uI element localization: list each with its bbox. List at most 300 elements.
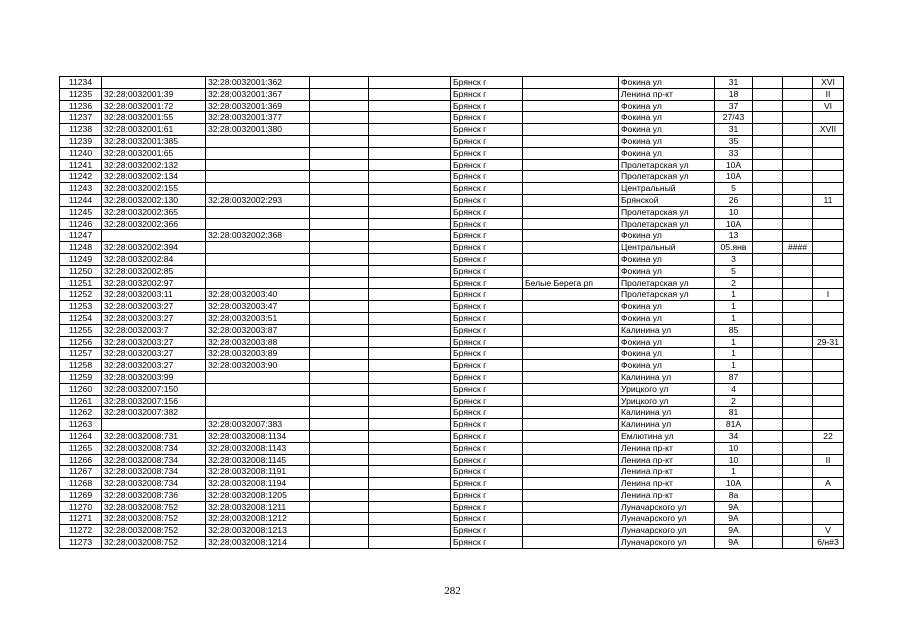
cell-building bbox=[783, 194, 813, 206]
cell-empty-col-5 bbox=[369, 537, 451, 549]
table-row bbox=[60, 501, 844, 513]
cell-empty-col-10 bbox=[753, 312, 783, 324]
cell-settlement bbox=[523, 100, 619, 112]
cell-empty-col-4 bbox=[310, 419, 369, 431]
cell-building bbox=[783, 336, 813, 348]
cell-street: Фокина ул bbox=[619, 124, 715, 136]
cell-empty-col-4 bbox=[310, 360, 369, 372]
cell-building bbox=[783, 407, 813, 419]
cell-row-number: 11268 bbox=[60, 478, 102, 490]
cell-empty-col-10 bbox=[753, 147, 783, 159]
cell-row-number: 11242 bbox=[60, 171, 102, 183]
cell-cadastral-number-2 bbox=[206, 147, 310, 159]
cell-apartment bbox=[813, 312, 844, 324]
cell-cadastral-number-2: 32:28:0032008:1194 bbox=[206, 478, 310, 490]
cell-apartment bbox=[813, 230, 844, 242]
cell-empty-col-5 bbox=[369, 206, 451, 218]
cell-city: Брянск г bbox=[451, 218, 523, 230]
table-row bbox=[60, 525, 844, 537]
table-row bbox=[60, 230, 844, 242]
cell-empty-col-10 bbox=[753, 194, 783, 206]
cell-empty-col-10 bbox=[753, 513, 783, 525]
cell-cadastral-number: 32:28:0032003:7 bbox=[102, 324, 206, 336]
cell-cadastral-number: 32:28:0032008:731 bbox=[102, 430, 206, 442]
cell-apartment bbox=[813, 513, 844, 525]
cell-row-number: 11271 bbox=[60, 513, 102, 525]
cell-empty-col-5 bbox=[369, 289, 451, 301]
cell-apartment bbox=[813, 301, 844, 313]
cell-building: #### bbox=[783, 242, 813, 254]
cell-empty-col-5 bbox=[369, 513, 451, 525]
cell-empty-col-10 bbox=[753, 301, 783, 313]
cell-apartment: 22 bbox=[813, 430, 844, 442]
cell-apartment bbox=[813, 489, 844, 501]
cell-cadastral-number: 32:28:0032003:99 bbox=[102, 371, 206, 383]
cell-building bbox=[783, 230, 813, 242]
cell-empty-col-5 bbox=[369, 194, 451, 206]
cell-city: Брянск г bbox=[451, 537, 523, 549]
cell-cadastral-number-2: 32:28:0032008:1205 bbox=[206, 489, 310, 501]
cell-cadastral-number-2: 32:28:0032003:87 bbox=[206, 324, 310, 336]
cell-house-number: 81А bbox=[715, 419, 753, 431]
cell-building bbox=[783, 348, 813, 360]
cell-empty-col-5 bbox=[369, 277, 451, 289]
cell-empty-col-5 bbox=[369, 218, 451, 230]
cell-row-number: 11250 bbox=[60, 265, 102, 277]
cell-building bbox=[783, 371, 813, 383]
cell-cadastral-number-2: 32:28:0032008:1213 bbox=[206, 525, 310, 537]
cell-settlement bbox=[523, 336, 619, 348]
table-row bbox=[60, 265, 844, 277]
cell-settlement bbox=[523, 383, 619, 395]
cell-building bbox=[783, 513, 813, 525]
cell-building bbox=[783, 454, 813, 466]
cell-cadastral-number-2 bbox=[206, 407, 310, 419]
cell-house-number: 1 bbox=[715, 312, 753, 324]
cell-street: Емлютина ул bbox=[619, 430, 715, 442]
cell-empty-col-10 bbox=[753, 383, 783, 395]
cell-empty-col-4 bbox=[310, 277, 369, 289]
cell-empty-col-5 bbox=[369, 253, 451, 265]
cell-city: Брянск г bbox=[451, 419, 523, 431]
cell-city: Брянск г bbox=[451, 159, 523, 171]
cell-street: Луначарского ул bbox=[619, 513, 715, 525]
cell-cadastral-number-2: 32:28:0032003:88 bbox=[206, 336, 310, 348]
table-row bbox=[60, 301, 844, 313]
cell-street: Фокина ул bbox=[619, 112, 715, 124]
cell-empty-col-10 bbox=[753, 525, 783, 537]
cell-city: Брянск г bbox=[451, 194, 523, 206]
cell-building bbox=[783, 206, 813, 218]
cell-building bbox=[783, 383, 813, 395]
cell-building bbox=[783, 135, 813, 147]
cell-apartment bbox=[813, 324, 844, 336]
cell-empty-col-5 bbox=[369, 324, 451, 336]
cell-settlement bbox=[523, 265, 619, 277]
table-row bbox=[60, 430, 844, 442]
cell-city: Брянск г bbox=[451, 147, 523, 159]
cell-empty-col-4 bbox=[310, 442, 369, 454]
cell-city: Брянск г bbox=[451, 501, 523, 513]
cell-empty-col-10 bbox=[753, 277, 783, 289]
cell-street: Фокина ул bbox=[619, 312, 715, 324]
cell-street: Фокина ул bbox=[619, 135, 715, 147]
cell-empty-col-4 bbox=[310, 100, 369, 112]
cell-row-number: 11255 bbox=[60, 324, 102, 336]
cell-cadastral-number: 32:28:0032008:752 bbox=[102, 501, 206, 513]
cell-apartment bbox=[813, 383, 844, 395]
cell-cadastral-number bbox=[102, 419, 206, 431]
table-row bbox=[60, 419, 844, 431]
cell-cadastral-number-2 bbox=[206, 242, 310, 254]
cell-row-number: 11264 bbox=[60, 430, 102, 442]
cell-settlement bbox=[523, 419, 619, 431]
cell-empty-col-5 bbox=[369, 159, 451, 171]
cell-row-number: 11256 bbox=[60, 336, 102, 348]
cell-apartment bbox=[813, 112, 844, 124]
cell-empty-col-4 bbox=[310, 147, 369, 159]
table-row bbox=[60, 77, 844, 89]
table-row bbox=[60, 383, 844, 395]
cell-house-number: 1 bbox=[715, 289, 753, 301]
cell-house-number: 85 bbox=[715, 324, 753, 336]
cell-empty-col-10 bbox=[753, 124, 783, 136]
cell-empty-col-5 bbox=[369, 183, 451, 195]
cell-empty-col-4 bbox=[310, 171, 369, 183]
cell-city: Брянск г bbox=[451, 100, 523, 112]
cell-street: Центральный bbox=[619, 242, 715, 254]
cell-empty-col-4 bbox=[310, 206, 369, 218]
cell-row-number: 11266 bbox=[60, 454, 102, 466]
cell-city: Брянск г bbox=[451, 489, 523, 501]
cell-cadastral-number-2: 32:28:0032003:47 bbox=[206, 301, 310, 313]
cell-building bbox=[783, 466, 813, 478]
cell-row-number: 11273 bbox=[60, 537, 102, 549]
cell-cadastral-number-2: 32:28:0032003:90 bbox=[206, 360, 310, 372]
cell-cadastral-number: 32:28:0032003:27 bbox=[102, 312, 206, 324]
cell-building bbox=[783, 442, 813, 454]
cell-building bbox=[783, 147, 813, 159]
cell-city: Брянск г bbox=[451, 430, 523, 442]
cell-cadastral-number: 32:28:0032001:65 bbox=[102, 147, 206, 159]
cell-row-number: 11252 bbox=[60, 289, 102, 301]
cell-empty-col-10 bbox=[753, 135, 783, 147]
cell-cadastral-number: 32:28:0032001:385 bbox=[102, 135, 206, 147]
cell-cadastral-number-2: 32:28:0032001:367 bbox=[206, 88, 310, 100]
cell-apartment bbox=[813, 360, 844, 372]
cell-building bbox=[783, 419, 813, 431]
cell-row-number: 11239 bbox=[60, 135, 102, 147]
cell-street: Урицкого ул bbox=[619, 395, 715, 407]
cell-cadastral-number: 32:28:0032008:734 bbox=[102, 454, 206, 466]
cell-street: Пролетарская ул bbox=[619, 171, 715, 183]
cell-building bbox=[783, 88, 813, 100]
cell-settlement bbox=[523, 407, 619, 419]
cell-empty-col-4 bbox=[310, 301, 369, 313]
cell-empty-col-5 bbox=[369, 466, 451, 478]
table-row bbox=[60, 277, 844, 289]
cell-settlement bbox=[523, 395, 619, 407]
cell-building bbox=[783, 100, 813, 112]
table-row bbox=[60, 242, 844, 254]
table-row bbox=[60, 454, 844, 466]
cell-cadastral-number: 32:28:0032003:27 bbox=[102, 360, 206, 372]
cell-cadastral-number: 32:28:0032007:150 bbox=[102, 383, 206, 395]
cell-house-number: 10А bbox=[715, 218, 753, 230]
cell-row-number: 11272 bbox=[60, 525, 102, 537]
cell-house-number: 10А bbox=[715, 171, 753, 183]
cell-house-number: 31 bbox=[715, 124, 753, 136]
cell-empty-col-10 bbox=[753, 183, 783, 195]
cell-apartment bbox=[813, 371, 844, 383]
cell-empty-col-10 bbox=[753, 100, 783, 112]
table-row bbox=[60, 159, 844, 171]
cell-street: Пролетарская ул bbox=[619, 277, 715, 289]
cell-building bbox=[783, 501, 813, 513]
table-row bbox=[60, 513, 844, 525]
cell-apartment bbox=[813, 419, 844, 431]
cell-cadastral-number: 32:28:0032008:752 bbox=[102, 537, 206, 549]
cell-city: Брянск г bbox=[451, 135, 523, 147]
cell-house-number: 33 bbox=[715, 147, 753, 159]
cell-city: Брянск г bbox=[451, 242, 523, 254]
cell-empty-col-10 bbox=[753, 454, 783, 466]
table-row bbox=[60, 312, 844, 324]
cell-apartment bbox=[813, 442, 844, 454]
cell-apartment bbox=[813, 206, 844, 218]
cell-cadastral-number: 32:28:0032003:27 bbox=[102, 301, 206, 313]
cell-cadastral-number-2: 32:28:0032001:362 bbox=[206, 77, 310, 89]
cell-empty-col-4 bbox=[310, 124, 369, 136]
cell-building bbox=[783, 312, 813, 324]
cell-city: Брянск г bbox=[451, 336, 523, 348]
cell-empty-col-5 bbox=[369, 525, 451, 537]
cell-house-number: 2 bbox=[715, 277, 753, 289]
cell-empty-col-5 bbox=[369, 135, 451, 147]
cell-empty-col-4 bbox=[310, 537, 369, 549]
cell-empty-col-5 bbox=[369, 265, 451, 277]
cell-building bbox=[783, 537, 813, 549]
cell-city: Брянск г bbox=[451, 407, 523, 419]
table-row bbox=[60, 478, 844, 490]
cell-empty-col-5 bbox=[369, 124, 451, 136]
cell-empty-col-10 bbox=[753, 466, 783, 478]
cell-building bbox=[783, 395, 813, 407]
cell-settlement bbox=[523, 478, 619, 490]
cell-street: Пролетарская ул bbox=[619, 218, 715, 230]
cell-cadastral-number: 32:28:0032002:132 bbox=[102, 159, 206, 171]
cell-city: Брянск г bbox=[451, 253, 523, 265]
cell-row-number: 11262 bbox=[60, 407, 102, 419]
cell-settlement bbox=[523, 206, 619, 218]
cell-house-number: 35 bbox=[715, 135, 753, 147]
cell-empty-col-4 bbox=[310, 135, 369, 147]
cell-empty-col-10 bbox=[753, 478, 783, 490]
cell-settlement bbox=[523, 312, 619, 324]
cell-building bbox=[783, 525, 813, 537]
cell-house-number: 13 bbox=[715, 230, 753, 242]
cell-empty-col-4 bbox=[310, 230, 369, 242]
cell-city: Брянск г bbox=[451, 124, 523, 136]
cell-cadastral-number: 32:28:0032003:11 bbox=[102, 289, 206, 301]
cell-cadastral-number: 32:28:0032008:752 bbox=[102, 525, 206, 537]
cell-row-number: 11267 bbox=[60, 466, 102, 478]
cell-city: Брянск г bbox=[451, 360, 523, 372]
table-row bbox=[60, 360, 844, 372]
cell-cadastral-number: 32:28:0032001:61 bbox=[102, 124, 206, 136]
cell-empty-col-4 bbox=[310, 501, 369, 513]
cell-row-number: 11257 bbox=[60, 348, 102, 360]
cell-cadastral-number-2 bbox=[206, 135, 310, 147]
cell-building bbox=[783, 430, 813, 442]
cell-cadastral-number: 32:28:0032003:27 bbox=[102, 348, 206, 360]
cell-empty-col-10 bbox=[753, 537, 783, 549]
cell-cadastral-number: 32:28:0032008:734 bbox=[102, 442, 206, 454]
cell-empty-col-5 bbox=[369, 312, 451, 324]
cell-row-number: 11236 bbox=[60, 100, 102, 112]
table-row bbox=[60, 489, 844, 501]
cell-apartment bbox=[813, 171, 844, 183]
cell-street: Пролетарская ул bbox=[619, 159, 715, 171]
cell-cadastral-number bbox=[102, 230, 206, 242]
cell-settlement bbox=[523, 242, 619, 254]
cell-row-number: 11240 bbox=[60, 147, 102, 159]
table-row bbox=[60, 135, 844, 147]
cell-cadastral-number: 32:28:0032001:72 bbox=[102, 100, 206, 112]
cell-house-number: 9А bbox=[715, 513, 753, 525]
cell-apartment: II bbox=[813, 88, 844, 100]
cell-empty-col-4 bbox=[310, 489, 369, 501]
cell-cadastral-number-2 bbox=[206, 395, 310, 407]
cell-city: Брянск г bbox=[451, 348, 523, 360]
cell-row-number: 11260 bbox=[60, 383, 102, 395]
registry-table-body bbox=[60, 77, 844, 549]
cell-row-number: 11248 bbox=[60, 242, 102, 254]
cell-building bbox=[783, 478, 813, 490]
cell-street: Фокина ул bbox=[619, 348, 715, 360]
cell-empty-col-5 bbox=[369, 454, 451, 466]
cell-apartment: 6/н#3 bbox=[813, 537, 844, 549]
cell-cadastral-number-2 bbox=[206, 277, 310, 289]
cell-city: Брянск г bbox=[451, 312, 523, 324]
cell-street: Пролетарская ул bbox=[619, 289, 715, 301]
cell-city: Брянск г bbox=[451, 324, 523, 336]
cell-street: Калинина ул bbox=[619, 407, 715, 419]
cell-cadastral-number: 32:28:0032002:130 bbox=[102, 194, 206, 206]
cell-building bbox=[783, 124, 813, 136]
cell-settlement bbox=[523, 348, 619, 360]
cell-row-number: 11234 bbox=[60, 77, 102, 89]
cell-empty-col-5 bbox=[369, 147, 451, 159]
cell-empty-col-4 bbox=[310, 289, 369, 301]
table-row bbox=[60, 88, 844, 100]
cell-row-number: 11251 bbox=[60, 277, 102, 289]
cell-settlement bbox=[523, 183, 619, 195]
cell-empty-col-5 bbox=[369, 230, 451, 242]
cell-house-number: 26 bbox=[715, 194, 753, 206]
cell-empty-col-10 bbox=[753, 371, 783, 383]
table-row bbox=[60, 442, 844, 454]
cell-settlement bbox=[523, 218, 619, 230]
cell-house-number: 9А bbox=[715, 525, 753, 537]
cell-empty-col-5 bbox=[369, 242, 451, 254]
cell-empty-col-4 bbox=[310, 88, 369, 100]
cell-building bbox=[783, 277, 813, 289]
cell-cadastral-number: 32:28:0032008:736 bbox=[102, 489, 206, 501]
cell-house-number: 8а bbox=[715, 489, 753, 501]
cell-empty-col-10 bbox=[753, 289, 783, 301]
cell-row-number: 11265 bbox=[60, 442, 102, 454]
cell-street: Фокина ул bbox=[619, 360, 715, 372]
cell-house-number: 34 bbox=[715, 430, 753, 442]
cell-cadastral-number-2 bbox=[206, 371, 310, 383]
cell-apartment bbox=[813, 265, 844, 277]
cell-apartment: II bbox=[813, 454, 844, 466]
cell-cadastral-number: 32:28:0032008:734 bbox=[102, 478, 206, 490]
cell-city: Брянск г bbox=[451, 513, 523, 525]
table-row bbox=[60, 407, 844, 419]
cell-row-number: 11244 bbox=[60, 194, 102, 206]
cell-empty-col-10 bbox=[753, 218, 783, 230]
cell-cadastral-number-2: 32:28:0032003:89 bbox=[206, 348, 310, 360]
cell-settlement bbox=[523, 525, 619, 537]
cell-city: Брянск г bbox=[451, 265, 523, 277]
cell-settlement bbox=[523, 489, 619, 501]
table-row bbox=[60, 371, 844, 383]
cell-empty-col-5 bbox=[369, 77, 451, 89]
cell-city: Брянск г bbox=[451, 183, 523, 195]
cell-settlement bbox=[523, 88, 619, 100]
cell-settlement bbox=[523, 454, 619, 466]
cell-city: Брянск г bbox=[451, 383, 523, 395]
cell-apartment bbox=[813, 218, 844, 230]
cell-settlement bbox=[523, 360, 619, 372]
cell-empty-col-10 bbox=[753, 77, 783, 89]
cell-empty-col-10 bbox=[753, 253, 783, 265]
cell-cadastral-number-2: 32:28:0032003:51 bbox=[206, 312, 310, 324]
cell-house-number: 1 bbox=[715, 360, 753, 372]
cell-street: Фокина ул bbox=[619, 77, 715, 89]
cell-empty-col-5 bbox=[369, 407, 451, 419]
registry-table bbox=[59, 76, 844, 549]
cell-building bbox=[783, 324, 813, 336]
cell-row-number: 11235 bbox=[60, 88, 102, 100]
cell-apartment: XVI bbox=[813, 77, 844, 89]
cell-street: Фокина ул bbox=[619, 336, 715, 348]
cell-city: Брянск г bbox=[451, 442, 523, 454]
cell-building bbox=[783, 112, 813, 124]
cell-cadastral-number: 32:28:0032001:55 bbox=[102, 112, 206, 124]
cell-row-number: 11241 bbox=[60, 159, 102, 171]
cell-house-number: 10А bbox=[715, 478, 753, 490]
cell-city: Брянск г bbox=[451, 77, 523, 89]
cell-settlement bbox=[523, 253, 619, 265]
cell-empty-col-10 bbox=[753, 171, 783, 183]
cell-empty-col-10 bbox=[753, 206, 783, 218]
cell-city: Брянск г bbox=[451, 454, 523, 466]
table-row bbox=[60, 253, 844, 265]
cell-empty-col-5 bbox=[369, 88, 451, 100]
cell-empty-col-5 bbox=[369, 336, 451, 348]
cell-cadastral-number-2: 32:28:0032008:1211 bbox=[206, 501, 310, 513]
cell-empty-col-4 bbox=[310, 77, 369, 89]
cell-street: Центральный bbox=[619, 183, 715, 195]
cell-cadastral-number: 32:28:0032003:27 bbox=[102, 336, 206, 348]
cell-row-number: 11269 bbox=[60, 489, 102, 501]
cell-cadastral-number-2 bbox=[206, 265, 310, 277]
cell-apartment bbox=[813, 466, 844, 478]
cell-house-number: 10 bbox=[715, 454, 753, 466]
